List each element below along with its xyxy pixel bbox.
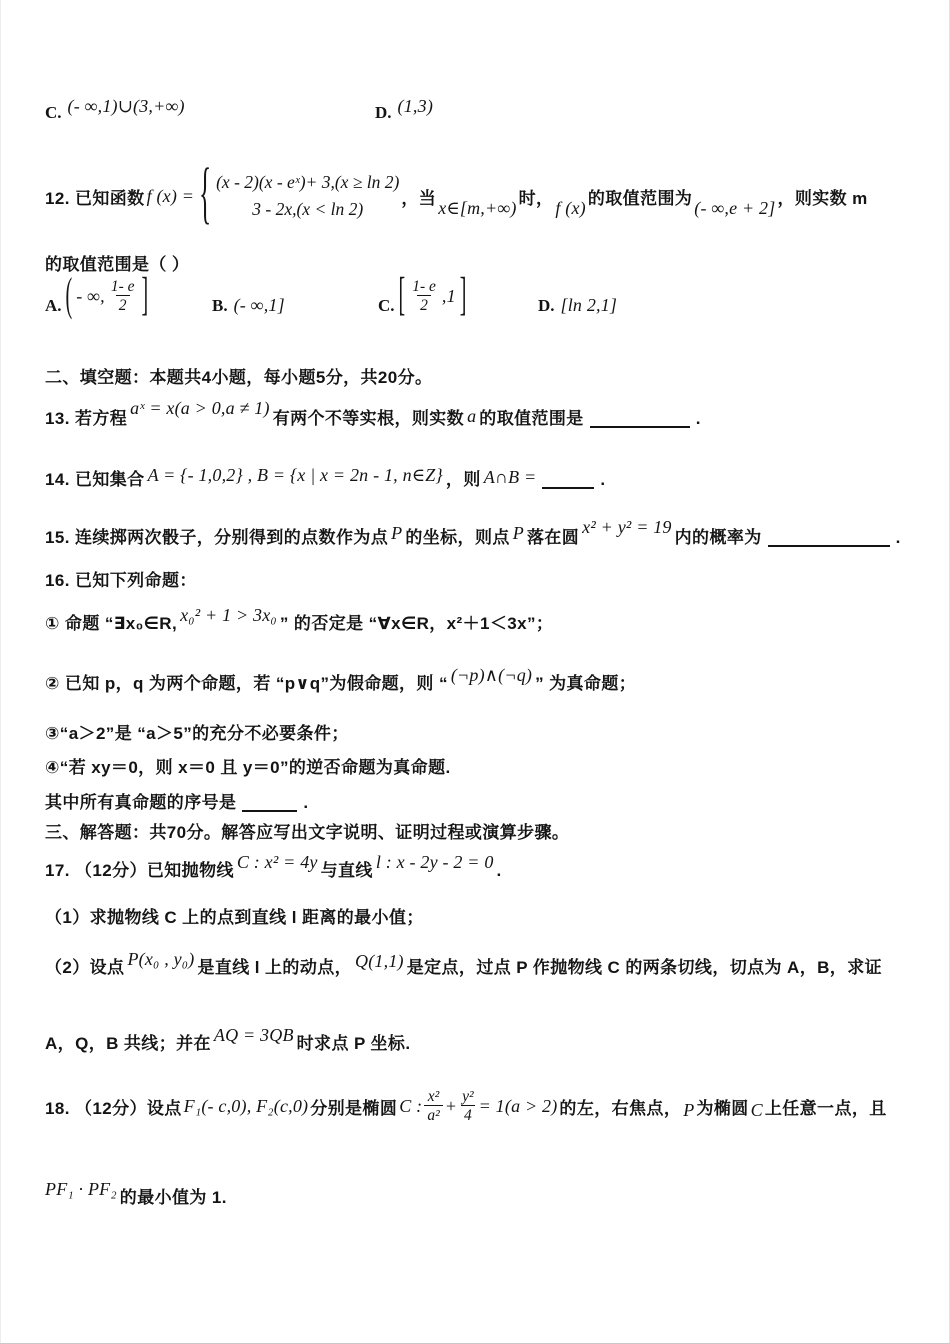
- math-expression: C : x² = 4y: [236, 852, 318, 872]
- math-expression: l : x - 2y - 2 = 0: [375, 852, 494, 872]
- math-expression: (¬p)∧(¬q): [450, 665, 533, 685]
- period: .: [303, 793, 309, 812]
- period: .: [695, 409, 701, 428]
- close-bracket: ]: [459, 269, 467, 321]
- q16-item2: [45, 658, 636, 694]
- math-expression: AQ = 3QB: [213, 1025, 294, 1045]
- q11-option-d: [375, 96, 433, 123]
- question-text: 的最小值为 1.: [119, 1188, 227, 1207]
- q12-stem: [45, 156, 868, 236]
- proposition-text: ” 的否定是 “∀x∈R，x²＋1＜3x”；: [279, 614, 554, 633]
- fraction-denominator: 4: [461, 1105, 475, 1124]
- q16-item3: [45, 719, 349, 744]
- q16-item1: [45, 598, 553, 634]
- q15: [45, 512, 901, 548]
- q17-part1: [45, 903, 424, 928]
- math-expression: ,1: [441, 285, 456, 306]
- question-text: ，则: [445, 470, 481, 489]
- piecewise-brace: {: [199, 157, 212, 232]
- math-expression: (- ∞,e + 2]: [694, 197, 776, 218]
- question-text: 与直线: [320, 861, 373, 880]
- math-variable: C: [750, 1099, 763, 1120]
- math-expression: A = {- 1,0,2} , B = {x | x = 2n - 1, n∈Z}: [147, 465, 443, 485]
- math-expression: aˣ = x(a > 0,a ≠ 1): [130, 398, 270, 418]
- q14: [45, 450, 606, 490]
- fraction: [409, 278, 439, 314]
- math-expression: (- ∞,1]: [233, 295, 285, 315]
- question-text: 的坐标，则点: [405, 528, 510, 547]
- math-expression: f (x): [555, 197, 586, 218]
- q16-item4: [45, 753, 451, 778]
- question-text: 的左，右焦点，: [559, 1098, 682, 1118]
- question-text: 的取值范围是（ ）: [45, 255, 190, 274]
- question-text: 16. 已知下列命题：: [45, 571, 197, 590]
- question-text: 是直线 l 上的动点，: [197, 958, 353, 977]
- q13: [45, 393, 701, 429]
- q16-heading: [45, 566, 197, 591]
- proposition-text: ” 为真命题；: [535, 674, 637, 693]
- question-text: 13. 若方程: [45, 409, 128, 428]
- math-expression: Q(1,1): [355, 951, 404, 971]
- question-text: 的取值范围为: [587, 188, 693, 208]
- question-text: 上任意一点，且: [764, 1098, 887, 1118]
- q17-stem: [45, 845, 502, 881]
- open-paren: (: [65, 269, 73, 321]
- plus-sign: +: [444, 1095, 458, 1116]
- q12-option-b: [212, 295, 285, 316]
- fraction-numerator: 1- e: [110, 278, 135, 295]
- fraction-numerator: x²: [427, 1087, 440, 1105]
- section3-heading: [45, 818, 569, 843]
- question-text: 的取值范围是: [479, 409, 584, 428]
- question-text: 18. （12分）设点: [45, 1098, 182, 1118]
- answer-blank: [768, 542, 890, 547]
- answer-blank: [542, 484, 594, 489]
- math-variable: P: [512, 523, 524, 543]
- math-expression: x₀² + 1 > 3x₀: [180, 605, 277, 625]
- fraction-denominator: 2: [116, 295, 130, 314]
- proposition-text: ① 命题 “∃x₀∈R,: [45, 614, 178, 633]
- option-label: A.: [45, 296, 62, 316]
- math-expression: = 1(a > 2): [478, 1095, 558, 1116]
- math-expression: (1,3): [397, 96, 434, 116]
- question-text: 14. 已知集合: [45, 470, 145, 489]
- question-text: 有两个不等实根，则实数: [272, 409, 465, 428]
- fraction: [108, 278, 138, 314]
- q11-option-c: [45, 96, 185, 123]
- proposition-text: ④“若 xy＝0，则 x＝0 且 y＝0”的逆否命题为真命题.: [45, 758, 451, 777]
- open-bracket: [: [398, 269, 406, 321]
- q12-option-c: [378, 269, 467, 321]
- question-text: 15. 连续掷两次骰子，分别得到的点数作为点: [45, 528, 389, 547]
- proposition-text: ② 已知 p，q 为两个命题，若 “p∨q”为假命题，则 “: [45, 674, 448, 693]
- question-text: 落在圆: [526, 528, 580, 547]
- question-text: ，当: [401, 188, 437, 208]
- answer-blank: [242, 807, 297, 812]
- math-expression: (- ∞,1)∪(3,+∞): [67, 96, 185, 116]
- q17-part3: [45, 1020, 410, 1054]
- q11-options-row: [45, 96, 925, 136]
- fraction: [424, 1088, 442, 1124]
- question-text: ，则实数 m: [777, 188, 868, 208]
- option-label: B.: [212, 295, 228, 315]
- math-variable: a: [467, 406, 477, 426]
- math-expression: - ∞,: [76, 285, 105, 306]
- q17-part2: [45, 940, 882, 978]
- period: .: [600, 470, 606, 489]
- fraction-denominator: a²: [424, 1105, 442, 1124]
- piecewise-case-bottom: 3 - 2x,(x < ln 2): [252, 198, 364, 219]
- question-text: 12. 已知函数: [45, 188, 145, 208]
- period: .: [496, 861, 502, 880]
- option-label: C.: [45, 103, 62, 122]
- question-text: 时求点 P 坐标.: [296, 1034, 411, 1053]
- fraction-denominator: 2: [417, 295, 431, 314]
- math-expression: [ln 2,1]: [560, 295, 618, 315]
- section-title: 三、解答题：共70分。解答应写出文字说明、证明过程或演算步骤。: [45, 823, 570, 842]
- proposition-text: ③“a＞2”是 “a＞5”的充分不必要条件；: [45, 724, 349, 743]
- q18-stem: [45, 1068, 887, 1144]
- fraction-numerator: y²: [462, 1087, 474, 1105]
- math-expression: f (x) =: [146, 185, 195, 206]
- question-text: 其中所有真命题的序号是: [45, 793, 237, 812]
- question-text: （2）设点: [45, 958, 125, 977]
- section2-heading: [45, 363, 432, 388]
- answer-blank: [590, 423, 690, 428]
- close-bracket: ]: [141, 269, 149, 321]
- question-text: 时，: [518, 188, 554, 208]
- question-text: A，Q，B 共线；并在: [45, 1034, 211, 1053]
- math-variable: P: [391, 523, 403, 543]
- q18-pf-line: [45, 1172, 227, 1208]
- fraction-numerator: 1- e: [412, 278, 436, 295]
- piecewise-case-top: (x - 2)(x - eˣ)+ 3,(x ≥ ln 2): [216, 172, 400, 193]
- piecewise-cases: [216, 173, 399, 219]
- q12-option-a: [45, 269, 149, 321]
- math-variable: P: [683, 1099, 695, 1120]
- math-expression: PF₁ · PF₂: [45, 1179, 117, 1199]
- math-expression: P(x₀ , y₀): [127, 949, 195, 969]
- math-expression: x∈[m,+∞): [438, 197, 517, 218]
- math-expression: A∩B =: [483, 467, 537, 487]
- q12-options-row: [45, 269, 925, 338]
- fraction: [459, 1088, 477, 1124]
- option-label: C.: [378, 296, 395, 316]
- question-text: 分别是椭圆: [310, 1098, 398, 1118]
- math-expression: F₁(- c,0), F₂(c,0): [183, 1095, 309, 1116]
- period: .: [895, 528, 901, 547]
- question-text: 17. （12分）已知抛物线: [45, 861, 234, 880]
- section-title: 二、填空题：本题共4小题，每小题5分，共20分。: [45, 368, 433, 387]
- option-label: D.: [538, 295, 555, 315]
- question-text: （1）求抛物线 C 上的点到直线 l 距离的最小值；: [45, 908, 424, 927]
- math-expression: C :: [399, 1095, 423, 1116]
- math-expression: x² + y² = 19: [582, 517, 672, 537]
- question-text: 内的概率为: [674, 528, 762, 547]
- q12-option-d: [538, 295, 617, 316]
- option-label: D.: [375, 103, 392, 122]
- q16-footer: [45, 789, 309, 813]
- question-text: 为椭圆: [696, 1098, 749, 1118]
- question-text: 是定点，过点 P 作抛物线 C 的两条切线，切点为 A，B，求证: [406, 958, 882, 977]
